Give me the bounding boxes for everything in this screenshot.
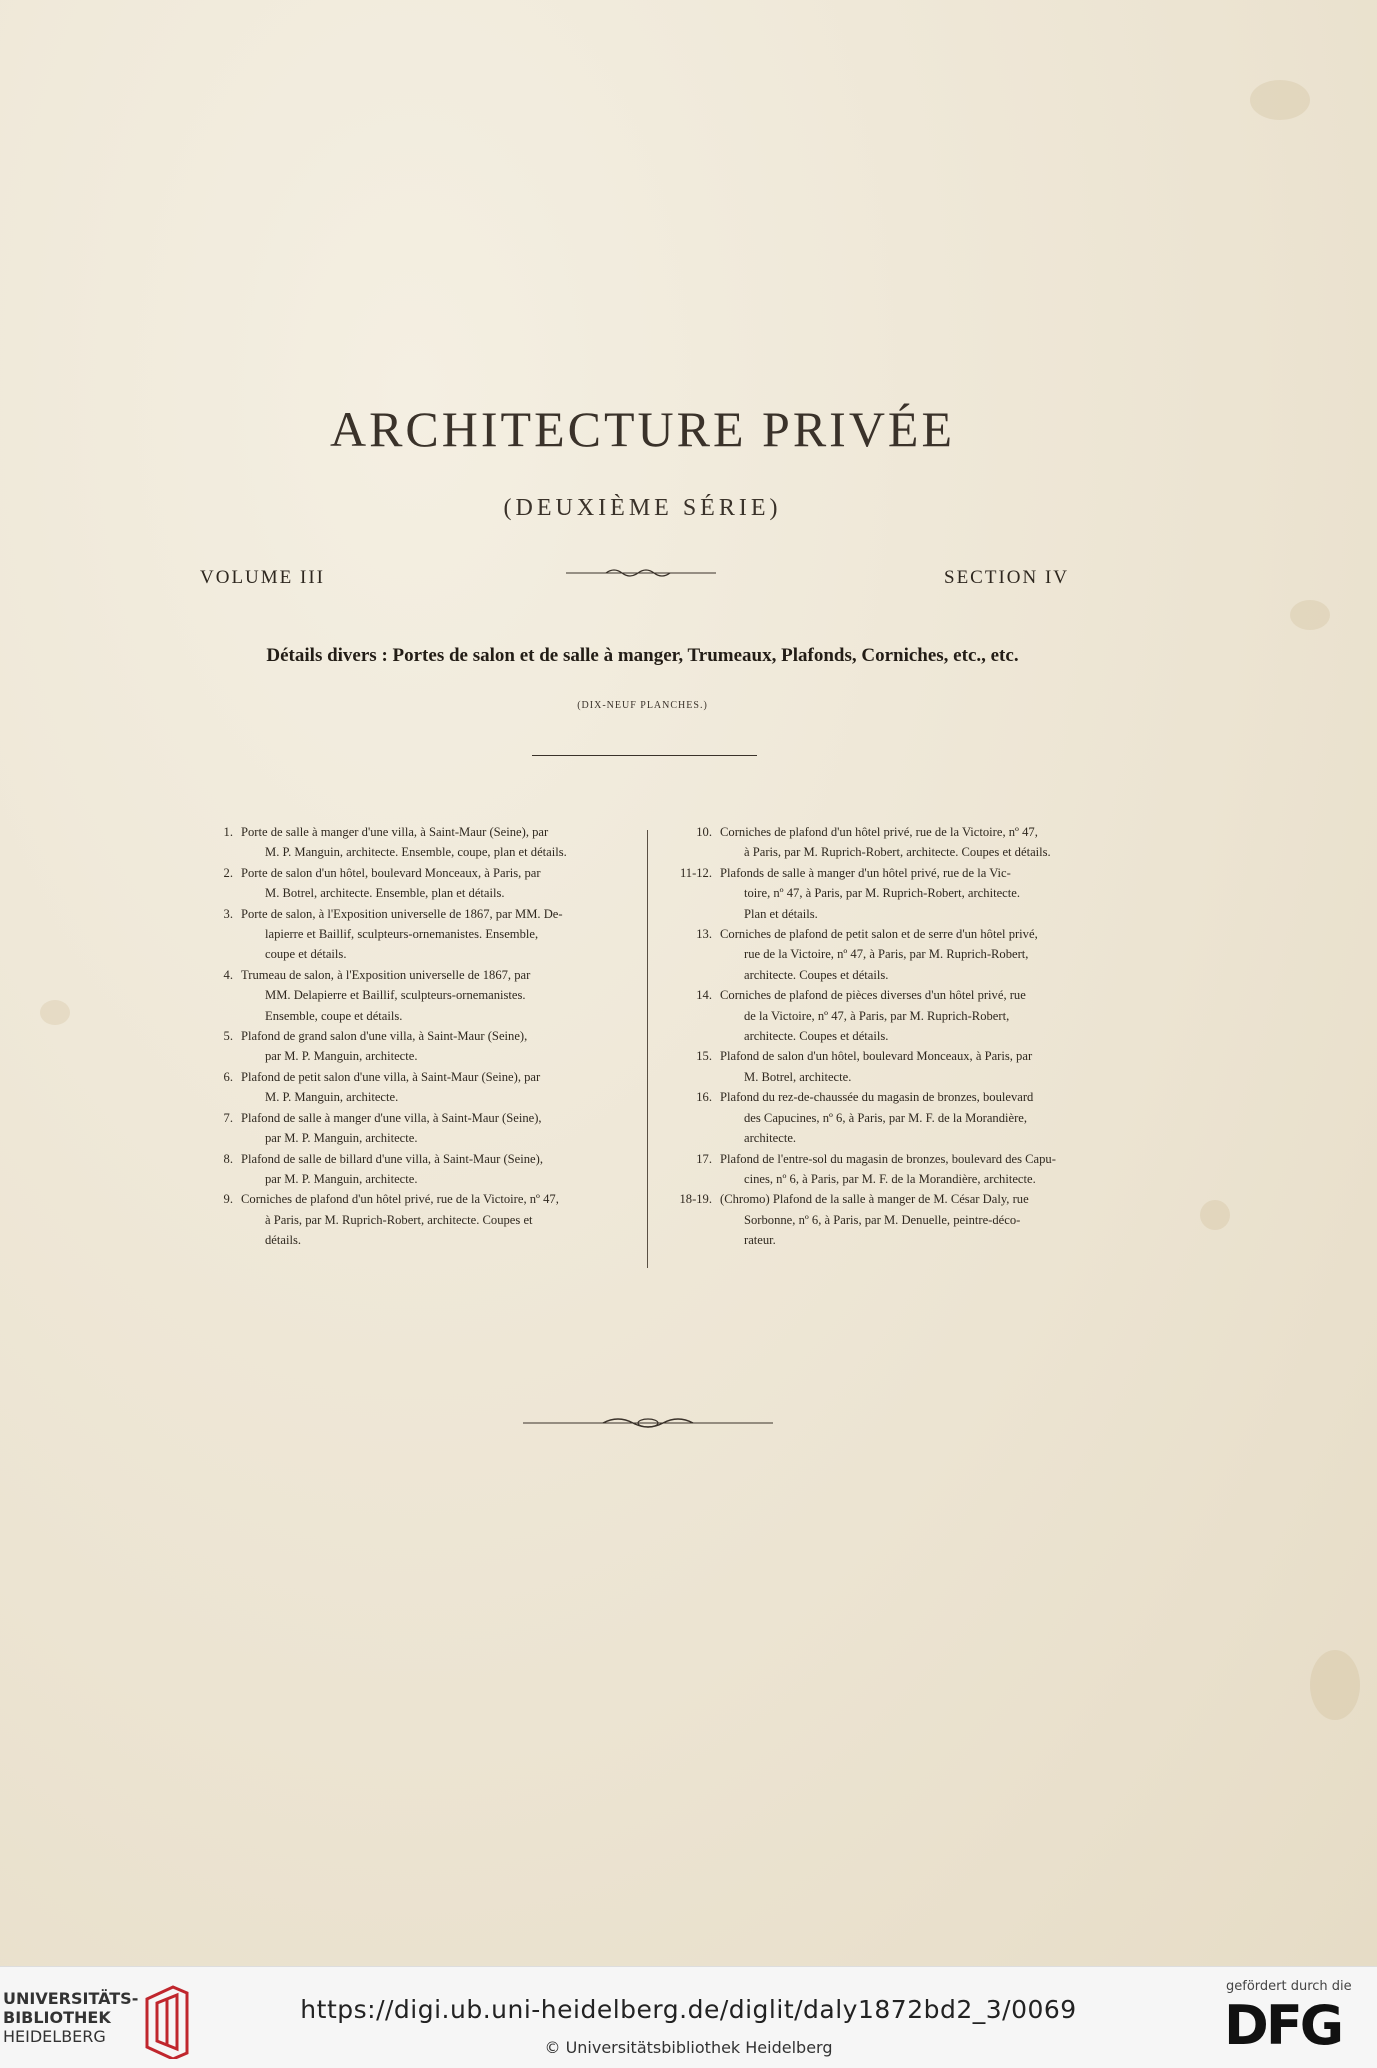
entry-number: 10. (696, 825, 712, 839)
entry-line: (Chromo) Plafond de la salle à manger de M. César Daly, rue (720, 1192, 1029, 1207)
entry-line: rue de la Victoire, nº 47, à Paris, par M. Ruprich-Robert, (744, 947, 1029, 962)
entry-line: M. Botrel, architecte. (744, 1069, 852, 1084)
page-subtitle: (DEUXIÈME SÉRIE) (503, 495, 782, 521)
entry-text (241, 965, 630, 1026)
contents-column-left (205, 822, 630, 1251)
entry-text (720, 1149, 1084, 1190)
foxing-stain (40, 1000, 70, 1025)
column-divider (647, 830, 648, 1268)
contents-entry (205, 1149, 630, 1190)
entry-line: Plafond de petit salon d'une villa, à Saint-Maur (Seine), par (241, 1069, 541, 1084)
entry-number: 17. (696, 1151, 712, 1166)
entry-number: 8. (223, 1151, 233, 1166)
horizontal-rule (532, 755, 757, 756)
entry-line: Porte de salon, à l'Exposition universelle de 1867, par MM. De- (241, 906, 563, 921)
entry-line: Plafond de salle de billard d'une villa, à Saint-Maur (Seine), (241, 1151, 543, 1166)
copyright-notice: © Universitätsbibliothek Heidelberg (544, 2038, 833, 2057)
entry-line: Plafond de salon d'un hôtel, boulevard Monceaux, à Paris, par (720, 1049, 1033, 1064)
entry-line: Plan et détails. (744, 906, 818, 921)
entry-text (241, 822, 630, 863)
library-line3: HEIDELBERG (3, 2027, 106, 2046)
entry-line: M. P. Manguin, architecte. Ensemble, coupe, plan et détails. (265, 845, 567, 860)
entry-line: toire, nº 47, à Paris, par M. Ruprich-Robert, architecte. (744, 886, 1020, 901)
section-label: SECTION IV (944, 567, 1070, 588)
entry-line: détails. (265, 1233, 302, 1248)
entry-text (720, 1046, 1084, 1087)
entry-line: M. Botrel, architecte. Ensemble, plan et détails. (265, 886, 505, 901)
entry-line: architecte. Coupes et détails. (744, 967, 889, 982)
contents-entry (205, 1108, 630, 1149)
entry-line: cines, nº 6, à Paris, par M. F. de la Morandière, architecte. (744, 1171, 1036, 1186)
entry-line: architecte. (744, 1131, 797, 1146)
funder-label: gefördert durch die (1226, 1979, 1352, 1994)
entry-number: 16. (696, 1090, 712, 1105)
entry-line: Sorbonne, nº 6, à Paris, par M. Denuelle, peintre-déco- (744, 1212, 1021, 1227)
library-line1: UNIVERSITÄTS- (3, 1989, 139, 2008)
entry-number: 2. (223, 865, 233, 880)
contents-entry (664, 1149, 1084, 1190)
contents-entry (664, 1189, 1084, 1250)
entry-number: 18-19. (679, 1192, 712, 1207)
entry-line: par M. P. Manguin, architecte. (265, 1131, 418, 1146)
entry-line: Porte de salle à manger d'une villa, à Saint-Maur (Seine), par (241, 825, 549, 839)
contents-entry (664, 985, 1084, 1046)
entry-text (720, 1189, 1084, 1250)
entry-line: Plafond de l'entre-sol du magasin de bronzes, boulevard des Capu- (720, 1151, 1056, 1166)
contents-entry (205, 1189, 630, 1250)
entry-text (241, 904, 630, 965)
contents-entry (205, 965, 630, 1026)
flourish-ornament-icon (566, 566, 716, 580)
footer-bar (0, 1966, 1377, 2068)
entry-line: à Paris, par M. Ruprich-Robert, architecte. Coupes et détails. (744, 845, 1051, 860)
entry-line: Plafonds de salle à manger d'un hôtel privé, rue de la Vic- (720, 865, 1011, 880)
entry-line: architecte. Coupes et détails. (744, 1029, 889, 1044)
entry-line: Trumeau de salon, à l'Exposition universelle de 1867, par (241, 967, 531, 982)
entry-line: coupe et détails. (265, 947, 347, 962)
entry-number: 1. (223, 825, 233, 839)
entry-number: 14. (696, 988, 712, 1003)
entry-number: 6. (223, 1069, 233, 1084)
entry-number: 15. (696, 1049, 712, 1064)
entry-number: 9. (223, 1192, 233, 1207)
permalink-url[interactable]: https://digi.ub.uni-heidelberg.de/diglit/daly1872bd2_3/0069 (300, 1995, 1077, 2024)
entry-number: 3. (223, 906, 233, 921)
entry-line: lapierre et Baillif, sculpteurs-ornemanistes. Ensemble, (265, 927, 539, 942)
entry-text (241, 1067, 630, 1108)
contents-entry (664, 822, 1084, 863)
entry-line: Ensemble, coupe et détails. (265, 1008, 403, 1023)
entry-line: Plafond de salle à manger d'une villa, à Saint-Maur (Seine), (241, 1110, 542, 1125)
entry-line: des Capucines, nº 6, à Paris, par M. F. de la Morandière, (744, 1110, 1028, 1125)
foxing-stain (1310, 1650, 1360, 1720)
entry-number: 4. (223, 967, 233, 982)
contents-entry (664, 1046, 1084, 1087)
foxing-stain (1250, 80, 1310, 120)
entry-line: Corniches de plafond de pièces diverses d'un hôtel privé, rue (720, 988, 1026, 1003)
entry-number: 5. (223, 1029, 233, 1044)
entry-line: Porte de salon d'un hôtel, boulevard Monceaux, à Paris, par (241, 865, 541, 880)
entry-text (720, 924, 1084, 985)
contents-entry (664, 924, 1084, 985)
contents-entry (205, 822, 630, 863)
entry-text (241, 863, 630, 904)
contents-entry (205, 1026, 630, 1067)
entry-line: de la Victoire, nº 47, à Paris, par M. Ruprich-Robert, (744, 1008, 1010, 1023)
bottom-ornament-icon (523, 1414, 773, 1432)
library-line2: BIBLIOTHEK (3, 2008, 111, 2027)
contents-entry (205, 1067, 630, 1108)
foxing-stain (1290, 600, 1330, 630)
contents-entry (205, 904, 630, 965)
entry-text (241, 1026, 630, 1067)
contents-entry (664, 1087, 1084, 1148)
entry-line: M. P. Manguin, architecte. (265, 1090, 399, 1105)
entry-line: par M. P. Manguin, architecte. (265, 1171, 418, 1186)
entry-text (720, 863, 1084, 924)
entry-line: rateur. (744, 1233, 776, 1248)
contents-entry (205, 863, 630, 904)
entry-line: Corniches de plafond d'un hôtel privé, rue de la Victoire, nº 47, (720, 825, 1038, 839)
entry-line: par M. P. Manguin, architecte. (265, 1049, 418, 1064)
subject-heading: Détails divers : Portes de salon et de salle à manger, Trumeaux, Plafonds, Corniches, etc., etc. (266, 645, 1019, 666)
entry-text (720, 1087, 1084, 1148)
entry-text (241, 1149, 630, 1190)
dfg-logo: DFG (1224, 1994, 1342, 2057)
contents-column-right (664, 822, 1084, 1251)
entry-line: à Paris, par M. Ruprich-Robert, architecte. Coupes et (265, 1212, 533, 1227)
entry-text (241, 1189, 630, 1250)
entry-line: Plafond de grand salon d'une villa, à Saint-Maur (Seine), (241, 1029, 528, 1044)
entry-line: Plafond du rez-de-chaussée du magasin de bronzes, boulevard (720, 1090, 1034, 1105)
contents-entry (664, 863, 1084, 924)
entry-number: 13. (696, 927, 712, 942)
entry-line: Corniches de plafond d'un hôtel privé, rue de la Victoire, nº 47, (241, 1192, 559, 1207)
entry-line: Corniches de plafond de petit salon et de serre d'un hôtel privé, (720, 927, 1038, 942)
page-title: ARCHITECTURE PRIVÉE (329, 401, 956, 457)
foxing-stain (1200, 1200, 1230, 1230)
entry-line: MM. Delapierre et Baillif, sculpteurs-ornemanistes. (265, 988, 526, 1003)
entry-text (241, 1108, 630, 1149)
entry-number: 7. (223, 1110, 233, 1125)
entry-text (720, 985, 1084, 1046)
entry-text (720, 822, 1084, 863)
volume-label: VOLUME III (200, 567, 326, 588)
planches-count: (DIX-NEUF PLANCHES.) (577, 700, 708, 711)
entry-number: 11-12. (679, 865, 712, 880)
